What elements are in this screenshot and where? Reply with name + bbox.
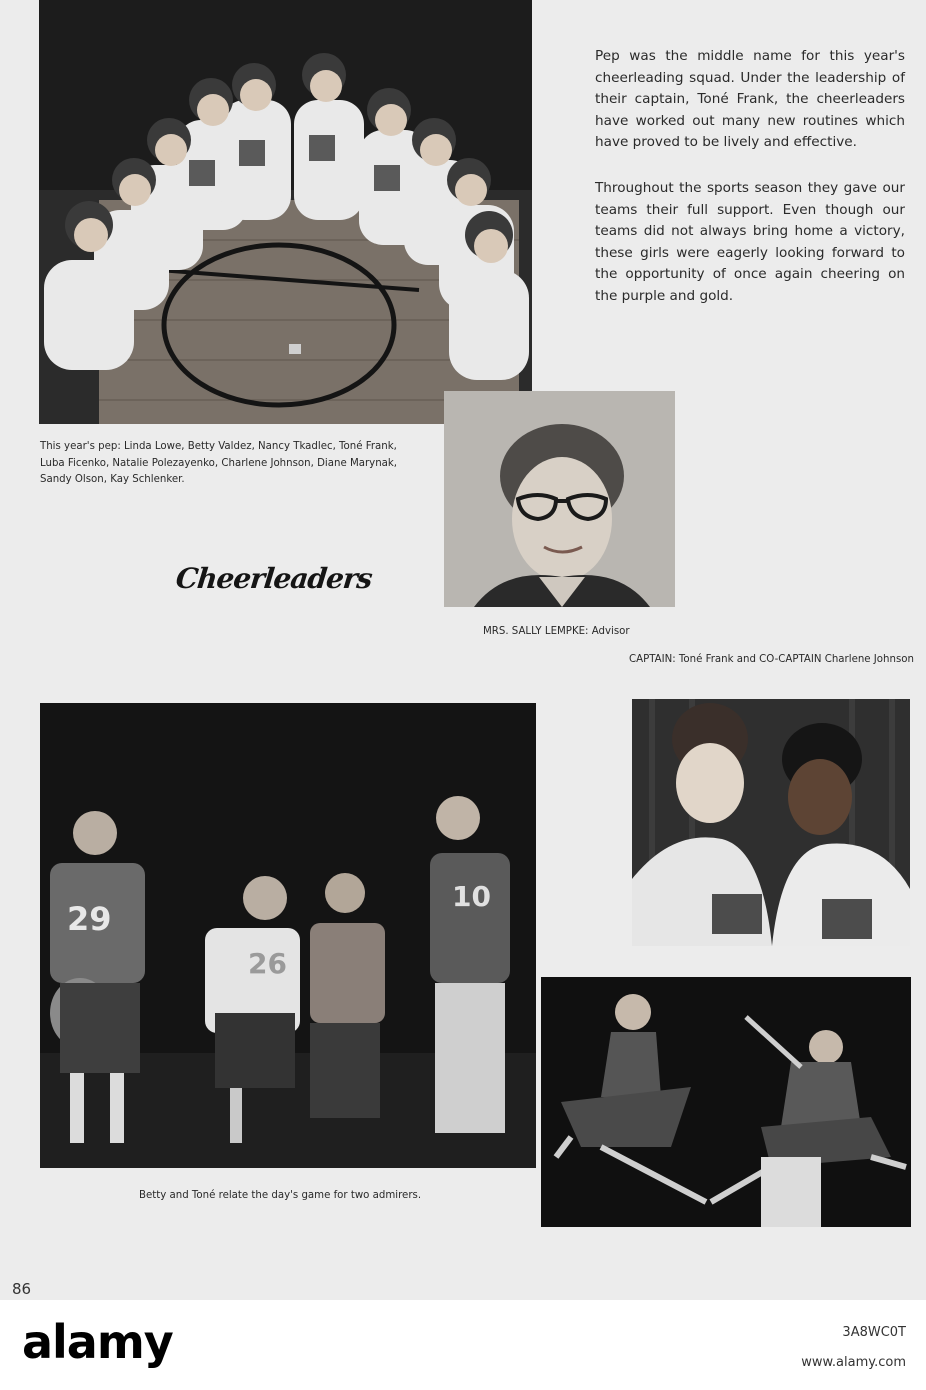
skit-caption: Betty and Toné relate the day's game for two admirers. xyxy=(139,1190,422,1201)
squad-photo xyxy=(39,0,532,424)
skit-photo xyxy=(40,703,536,1168)
advisor-photo xyxy=(444,391,675,607)
brand-logo: alamy xyxy=(22,1315,173,1369)
jump-photo xyxy=(541,977,911,1227)
image-id: 3A8WC0T xyxy=(842,1325,906,1340)
page-number: 86 xyxy=(12,1280,32,1298)
section-title: Cheerleaders xyxy=(174,562,374,595)
jersey-number-29: 29 xyxy=(67,900,112,938)
captains-photo xyxy=(632,699,910,946)
site-url: www.alamy.com xyxy=(801,1355,906,1370)
squad-caption: This year's pep: Linda Lowe, Betty Valdez, Nancy Tkadlec, Toné Frank, Luba Ficenko, Natalie Polezayenko, Charlene Johnson, Diane Marynak, Sandy Olson, Kay Schlenker. xyxy=(40,441,398,485)
jersey-number-26: 26 xyxy=(248,947,287,980)
jersey-number-10: 10 xyxy=(452,880,491,913)
captains-caption: CAPTAIN: Toné Frank and CO-CAPTAIN Charlene Johnson xyxy=(629,654,914,665)
intro-paragraph-1: Pep was the middle name for this year's cheerleading squad. Under the leadership of their captain, Toné Frank, the cheerleaders have worked out many new routines which have proved to be lively and effective. xyxy=(595,48,905,150)
advisor-caption: MRS. SALLY LEMPKE: Advisor xyxy=(483,626,630,637)
intro-paragraph-2: Throughout the sports season they gave our teams their full support. Even though our teams did not always bring home a victory, these girls were eagerly looking forward to the opportunity of once again cheering on the purple and gold. xyxy=(595,180,905,304)
